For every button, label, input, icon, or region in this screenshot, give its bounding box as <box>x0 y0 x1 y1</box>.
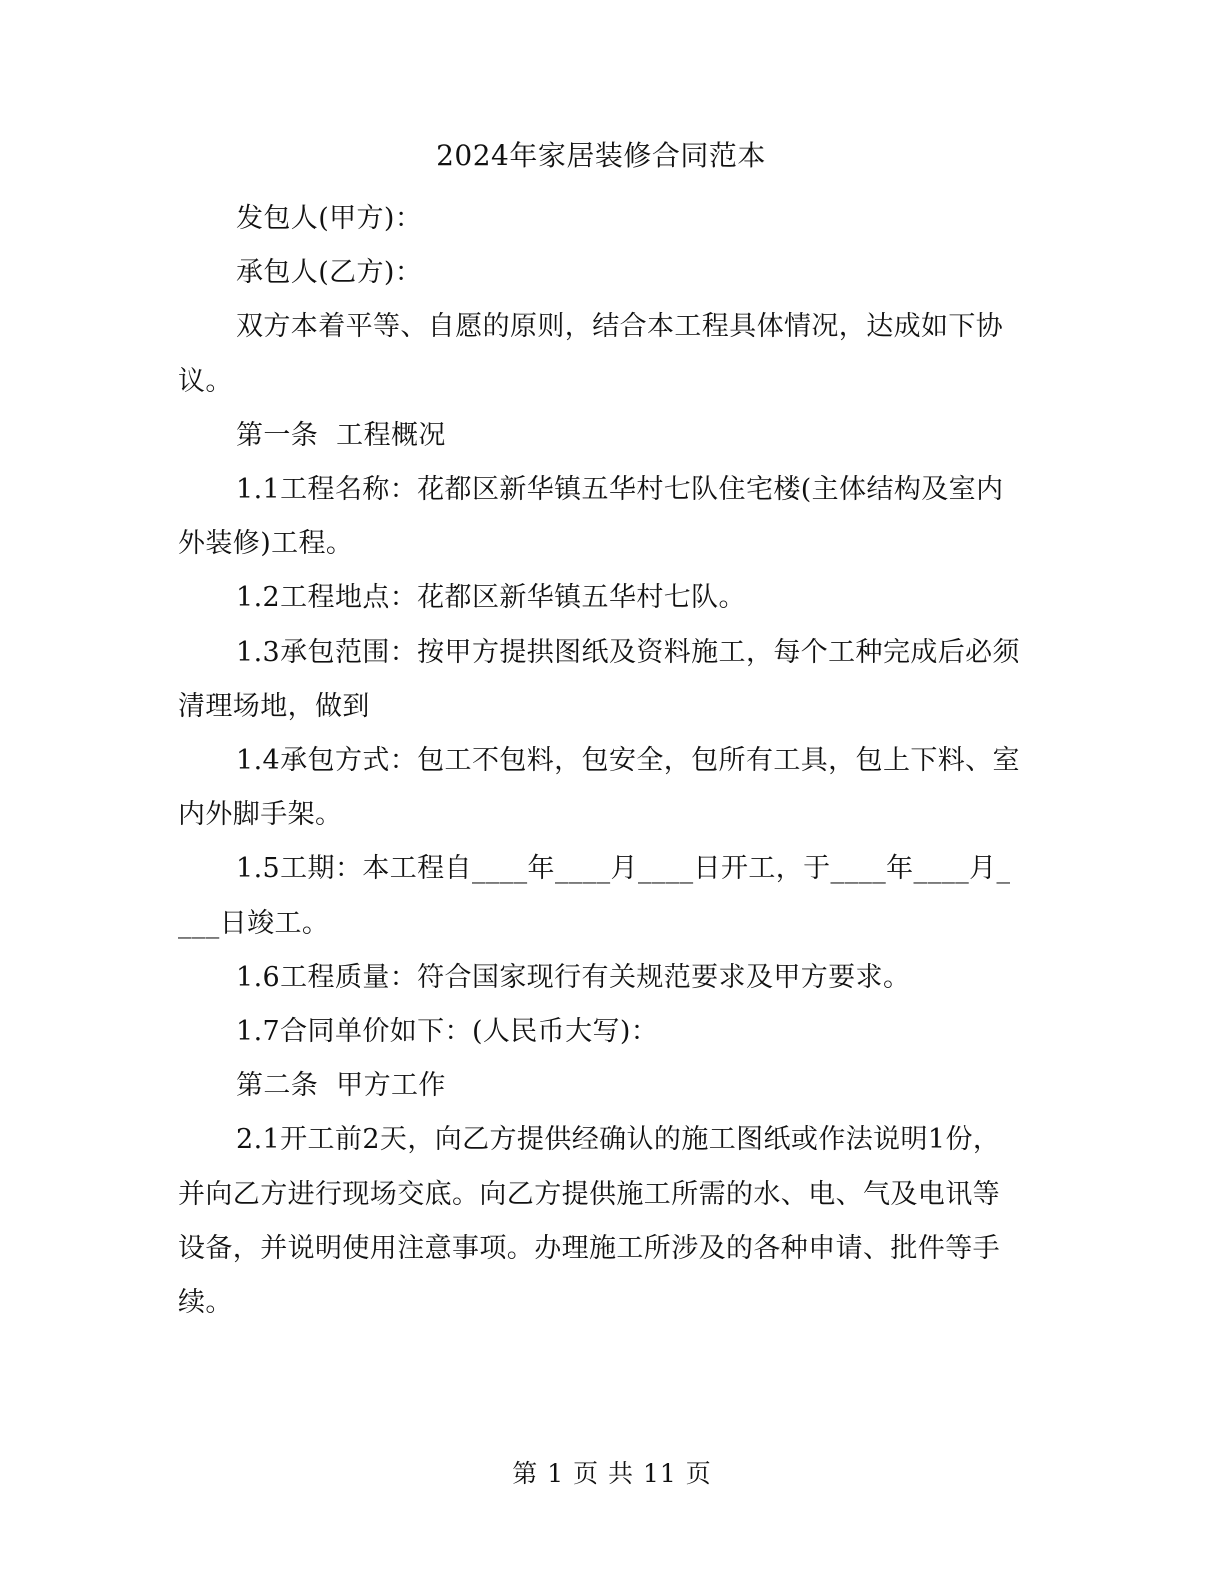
page-number-footer: 第 1 页 共 11 页 <box>512 1459 712 1488</box>
party-b-line: 承包人(乙方)： <box>236 257 423 289</box>
intro-paragraph: 双方本着平等、自愿的原则，结合本工程具体情况，达成如下协议。 <box>178 311 1004 397</box>
clause-1-4: 1.4承包方式：包工不包料，包安全，包所有工具，包上下料、室内外脚手架。 <box>178 745 1020 831</box>
article-2-heading: 第二条 甲方工作 <box>236 1070 446 1102</box>
clause-1-3: 1.3承包范围：按甲方提拱图纸及资料施工，每个工种完成后必须清理场地，做到 <box>178 636 1020 722</box>
article-1-heading: 第一条 工程概况 <box>236 419 446 451</box>
clause-1-1: 1.1工程名称：花都区新华镇五华村七队住宅楼(主体结构及室内外装修)工程。 <box>178 474 1004 560</box>
clause-2-1: 2.1开工前2天，向乙方提供经确认的施工图纸或作法说明1份，并向乙方进行现场交底。向乙方提供施工所需的水、电、气及电讯等设备，并说明使用注意事项。办理施工所涉及的各种申请、批件等手续。 <box>178 1124 1001 1319</box>
clause-1-7: 1.7合同单价如下：(人民币大写)： <box>236 1016 659 1048</box>
document-title: 2024年家居装修合同范本 <box>436 139 766 172</box>
clause-1-6: 1.6工程质量：符合国家现行有关规范要求及甲方要求。 <box>236 961 911 993</box>
clause-1-5: 1.5工期：本工程自____年____月____日开工，于____年____月____日竣工。 <box>178 853 1011 939</box>
document-body <box>178 130 1024 1330</box>
party-a-line: 发包人(甲方)： <box>236 203 423 234</box>
clause-1-2: 1.2工程地点：花都区新华镇五华村七队。 <box>236 582 746 614</box>
